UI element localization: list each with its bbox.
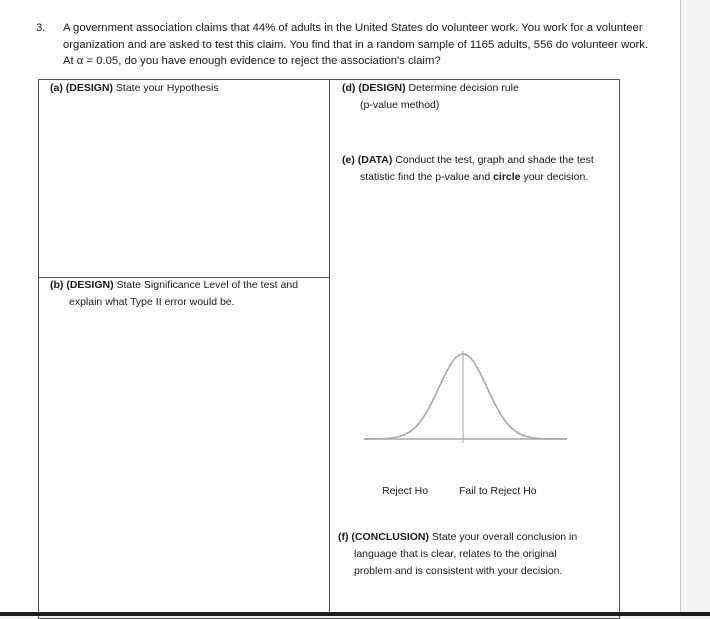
section-f-text-3: problem and is consistent with your decision. xyxy=(354,565,563,577)
section-e-line-2 xyxy=(342,169,622,186)
section-e-text-2a: statistic find the p-value and xyxy=(360,171,494,183)
reject-ho-label: Reject Ho xyxy=(382,485,429,497)
question-number: 3. xyxy=(36,22,46,34)
page-edge xyxy=(680,0,681,612)
question-text: A government association claims that 44% of adults in the United States do volunteer work. You work for a volunteer organization and are asked to test this claim. You find that in a random sample of 1165 adults, 556 do volunteer work. At α = 0.05, do you have enough evidence to reject the association's claim? xyxy=(63,22,649,67)
section-d xyxy=(342,80,612,114)
section-d-label: (d) (DESIGN) xyxy=(342,82,406,94)
section-b-label: (b) (DESIGN) xyxy=(50,279,114,291)
section-e-text: Conduct the test, graph and shade the test xyxy=(392,154,594,166)
section-e-circle-word: circle xyxy=(493,171,521,183)
section-f-text-2: language that is clear, relates to the original xyxy=(354,548,557,560)
section-d-text-2: (p-value method) xyxy=(360,99,440,111)
bottom-bar xyxy=(0,612,710,616)
section-f xyxy=(338,529,618,580)
column-divider xyxy=(329,79,330,616)
section-f-text: State your overall conclusion in xyxy=(428,531,578,543)
section-e xyxy=(342,152,622,186)
section-e-label: (e) (DATA) xyxy=(342,154,393,166)
section-b-text: State Significance Level of the test and xyxy=(113,279,299,291)
fail-to-reject-label: Fail to Reject Ho xyxy=(459,485,537,497)
normal-curve-graph xyxy=(364,346,568,446)
section-a-label: (a) (DESIGN) xyxy=(50,82,113,94)
section-a-text: State your Hypothesis xyxy=(113,82,219,94)
section-b xyxy=(50,277,320,311)
section-f-label: (f) (CONCLUSION) xyxy=(338,531,429,543)
section-d-text: Determine decision rule xyxy=(405,82,519,94)
bell-curve xyxy=(364,354,566,439)
section-e-text-2b: your decision. xyxy=(520,171,589,183)
section-b-text-2: explain what Type II error would be. xyxy=(69,296,235,308)
section-a xyxy=(50,80,219,97)
